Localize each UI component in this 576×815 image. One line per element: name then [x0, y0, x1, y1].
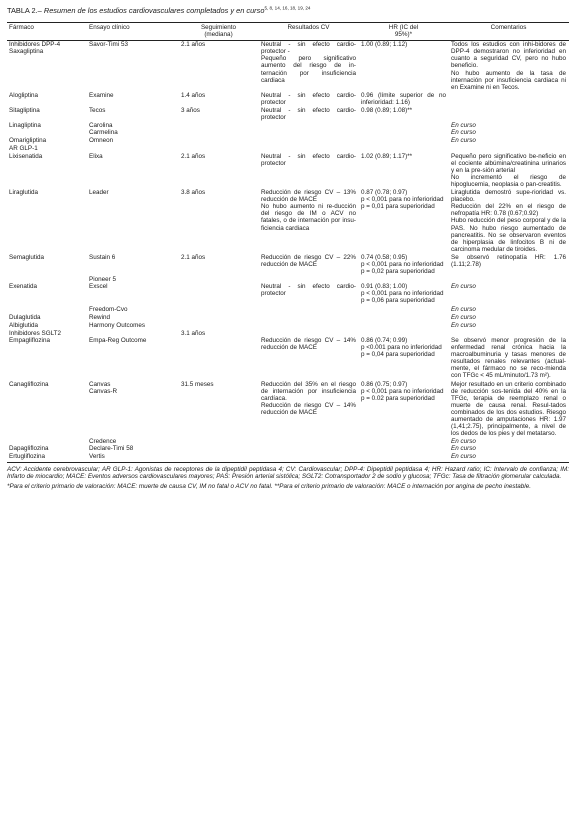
- cell-ensayo: [87, 330, 179, 381]
- cell-ensayo-line: Elixa: [89, 152, 103, 160]
- table-row: [7, 306, 569, 314]
- header-resultados: Resultados CV: [259, 23, 359, 41]
- cell-hr-line: 0.98 (0.89; 1.08)**: [361, 107, 413, 115]
- cell-resultados: [259, 137, 359, 152]
- cell-ensayo-line: Savor-Timi 53: [89, 41, 128, 49]
- cell-resultados: [259, 92, 359, 107]
- cell-farmaco: [7, 122, 87, 137]
- cell-hr-line: p = 0,04 para superioridad: [361, 351, 435, 359]
- cell-farmaco: [7, 153, 87, 189]
- cell-ensayo-line: Sustain 6: [89, 253, 116, 261]
- cell-hr-line: 0.86 (0.74; 0.99): [361, 336, 408, 344]
- cell-hr-line: p < 0,001 para no inferioridad: [361, 261, 444, 268]
- cell-ensayo-line: Examine: [89, 91, 114, 99]
- cell-comentarios: [449, 137, 569, 152]
- cell-resultados: [259, 107, 359, 122]
- cell-comentarios-line: En curso: [451, 305, 476, 313]
- cell-resultados: [259, 381, 359, 439]
- cell-ensayo-line: Omneon: [89, 137, 114, 145]
- cell-ensayo: [87, 137, 179, 152]
- table-row: [7, 314, 569, 322]
- header-hr-line2: 95%)*: [394, 31, 413, 39]
- cell-resultados: [259, 314, 359, 322]
- table-body: [7, 41, 569, 462]
- cell-hr: [359, 453, 449, 462]
- cell-seguimiento-value: 3 años: [181, 107, 200, 115]
- cell-ensayo-line: Canvas-R: [89, 387, 117, 395]
- cell-seguimiento-value: [181, 453, 256, 460]
- cell-hr-line: p = 0,02 para superioridad: [361, 268, 435, 276]
- abbreviations-note: ACV: Accidente cerebrovascular; AR GLP-1: Agonistas de receptores de la dipeptidil peptidasa 4; CV: Cardiovascular; DPP-4: Dipeptidil peptidasa 4; HR: Hazard ratio; IC: Intervalo de confianza; IM: Infarto de miocardio; MACE: Eventos adversos cardiovasculares mayores; PAS: Presión arterial sistólica; SGLT2: Cotransportador 2 de sodio y glucosa; TFGc: Tasa de filtración glomerular calculada.: [7, 465, 569, 480]
- cell-comentarios: [449, 276, 569, 305]
- cell-ensayo-line: Exscel: [89, 283, 108, 291]
- cell-comentarios: [449, 438, 569, 453]
- cell-hr-line: p = 0,06 para superioridad: [361, 297, 435, 305]
- cell-comentarios: [449, 381, 569, 439]
- cell-seguimiento: [179, 381, 259, 439]
- cell-ensayo: [87, 189, 179, 254]
- cell-hr-line: p = 0.02 para superioridad: [361, 394, 435, 402]
- cell-ensayo: [87, 153, 179, 189]
- studies-table: [7, 22, 569, 463]
- cell-seguimiento: [179, 137, 259, 152]
- cell-ensayo: [87, 314, 179, 322]
- header-seguimiento: [179, 23, 259, 41]
- table-row: [7, 322, 569, 330]
- header-farmaco: Fármaco: [7, 23, 87, 41]
- cell-resultados: [259, 330, 359, 381]
- cell-farmaco-line: Exenatida: [9, 283, 38, 291]
- cell-comentarios-line: Todos los estudios con inhi-bidores de DPP-4 demostraron no inferioridad en cuanto a seguridad CV, pero no hubo beneficio.: [451, 41, 566, 70]
- cell-farmaco-line: Ertugliflozina: [9, 453, 46, 461]
- cell-hr-line: p = 0,01 para superioridad: [361, 203, 435, 211]
- cell-farmaco: [7, 41, 87, 92]
- cell-resultados: [259, 453, 359, 462]
- table-page: [7, 6, 569, 490]
- footnote: *Para el criterio primario de valoración: MACE: muerte de causa CV, IM no fatal o ACV no fatal. **Para el criterio primario de valoración: MACE o internación por angina de pecho inestable.: [7, 483, 531, 491]
- cell-ensayo-line: Freedom-Cvo: [89, 305, 128, 313]
- cell-ensayo: [87, 41, 179, 92]
- cell-ensayo-line: Rewind: [89, 313, 110, 321]
- cell-farmaco: [7, 330, 87, 381]
- cell-hr-line: 0.96 (límite superior de no inferioridad: 1.16): [361, 91, 446, 106]
- table-title-refs: 5, 8, 14, 16, 18, 19, 24: [264, 5, 311, 11]
- cell-ensayo-line: Vertis: [89, 453, 105, 461]
- cell-farmaco-line: Dapagliflozina: [9, 445, 49, 453]
- cell-comentarios: [449, 453, 569, 462]
- cell-comentarios-line: [451, 276, 566, 283]
- cell-seguimiento: [179, 314, 259, 322]
- cell-hr: [359, 314, 449, 322]
- table-row: [7, 122, 569, 137]
- table-row: [7, 92, 569, 107]
- cell-seguimiento: [179, 276, 259, 305]
- cell-resultados-line: Reducción de riesgo CV – 13% reducción de MACE: [261, 189, 356, 204]
- table-title-text: Resumen de los estudios cardiovasculares completados y en curso: [41, 6, 265, 15]
- table-header-row: [7, 23, 569, 41]
- cell-resultados-line: Neutral - sin efecto cardio-protector: [261, 91, 356, 106]
- cell-farmaco: [7, 276, 87, 305]
- cell-farmaco-line: Canagliflozina: [9, 380, 49, 388]
- cell-resultados: [259, 122, 359, 137]
- table-row: [7, 381, 569, 439]
- cell-comentarios-line: En curso: [451, 321, 476, 329]
- cell-hr: [359, 189, 449, 254]
- cell-resultados: [259, 153, 359, 189]
- cell-hr: [359, 41, 449, 92]
- cell-resultados: [259, 322, 359, 330]
- table-row: [7, 153, 569, 189]
- cell-resultados: [259, 276, 359, 305]
- cell-farmaco-line: Albiglutida: [9, 321, 39, 329]
- cell-comentarios-line: [451, 330, 566, 337]
- cell-resultados-line: Pequeño pero significativo aumento del riesgo de in-ternación por insuficiencia cardiaca: [261, 55, 356, 84]
- header-comentarios: Comentarios: [449, 23, 569, 41]
- cell-hr: [359, 330, 449, 381]
- cell-ensayo: [87, 381, 179, 439]
- cell-farmaco-line: Sitagliptina: [9, 107, 40, 115]
- cell-resultados-line: Reducción de riesgo CV – 14% reducción de MACE: [261, 401, 356, 416]
- cell-ensayo: [87, 306, 179, 314]
- cell-hr-line: 0.91 (0.83; 1.00): [361, 283, 408, 291]
- cell-resultados-line: Neutral - sin efecto cardio-protector: [261, 152, 356, 167]
- cell-comentarios-line: Se observó retinopatía HR: 1.76 (1.11;2.78): [451, 253, 566, 268]
- cell-farmaco-line: [9, 438, 84, 445]
- cell-resultados: [259, 438, 359, 453]
- cell-seguimiento-value: [181, 314, 256, 321]
- cell-hr: [359, 107, 449, 122]
- cell-hr-line: p <0.001 para no inferioridad: [361, 344, 442, 352]
- cell-hr: [359, 153, 449, 189]
- cell-seguimiento: [179, 453, 259, 462]
- table-notes: [7, 466, 569, 491]
- cell-farmaco-line: Saxagliptina: [9, 48, 44, 56]
- cell-resultados-line: Neutral - sin efecto cardio-protector -: [261, 41, 356, 56]
- cell-resultados: [259, 189, 359, 254]
- header-hr-line1: HR (IC del: [388, 24, 419, 31]
- cell-farmaco: [7, 137, 87, 152]
- cell-ensayo-line: Empa-Reg Outcome: [89, 336, 147, 344]
- cell-ensayo-line: Leader: [89, 189, 109, 197]
- table-row: [7, 453, 569, 462]
- cell-farmaco: [7, 92, 87, 107]
- cell-farmaco: [7, 381, 87, 439]
- cell-hr: [359, 381, 449, 439]
- cell-ensayo: [87, 438, 179, 453]
- cell-seguimiento: [179, 438, 259, 453]
- cell-resultados-line: Neutral - sin efecto cardio-protector: [261, 283, 356, 298]
- cell-hr: [359, 137, 449, 152]
- cell-resultados: [259, 41, 359, 92]
- cell-farmaco-line: Omarigliptina: [9, 137, 47, 145]
- cell-farmaco: [7, 438, 87, 453]
- cell-farmaco-line: AR GLP-1: [9, 144, 38, 152]
- cell-comentarios-line: En curso: [451, 137, 476, 145]
- cell-farmaco: [7, 314, 87, 322]
- cell-comentarios: [449, 314, 569, 322]
- cell-comentarios: [449, 306, 569, 314]
- cell-seguimiento-value: 31.5 meses: [181, 380, 214, 388]
- cell-seguimiento: [179, 41, 259, 92]
- cell-comentarios-line: Mejor resultado en un criterio combinado de reducción sos-tenida del 40% en la TFGc, terapia de reemplazo renal o muerte de causa renal. Resul-tados combinados de los dos estudios. Riesgo aumentado de amputaciones HR: 1.97 (1,41;2.75), principalmente, a nivel de los dedos de los pies y del metatarso.: [451, 380, 566, 438]
- cell-seguimiento-value: 2.1 años: [181, 41, 206, 49]
- cell-seguimiento: [179, 107, 259, 122]
- cell-comentarios: [449, 189, 569, 254]
- cell-comentarios-line: En curso: [451, 129, 476, 137]
- cell-resultados-line: [261, 276, 356, 283]
- cell-ensayo-line: Harmony Outcomes: [89, 321, 145, 329]
- cell-farmaco: [7, 107, 87, 122]
- cell-comentarios: [449, 254, 569, 276]
- table-row: [7, 330, 569, 381]
- table-row: [7, 276, 569, 305]
- cell-hr-line: p < 0,001 para no inferioridad: [361, 196, 444, 204]
- cell-hr-line: 0.74 (0.58; 0.95): [361, 253, 408, 261]
- cell-comentarios-line: En curso: [451, 283, 476, 291]
- cell-seguimiento: [179, 330, 259, 381]
- cell-seguimiento-value: [181, 137, 256, 144]
- cell-ensayo: [87, 322, 179, 330]
- cell-seguimiento-value: [181, 306, 256, 313]
- cell-comentarios-line: Se observó menor progresión de la enfermedad renal crónica hacia la macroalbuminuria y tasas menores de resultados renales relevantes (actual-mente, el fármaco no se reco-mienda con TFGc < 45 mL/minuto/1.73 m²).: [451, 336, 566, 380]
- cell-seguimiento: [179, 254, 259, 276]
- cell-ensayo: [87, 254, 179, 276]
- cell-comentarios-line: Liraglutida demostró supe-rioridad vs. placebo.: [451, 189, 566, 204]
- cell-seguimiento-value: 2.1 años: [181, 253, 206, 261]
- cell-seguimiento: [179, 189, 259, 254]
- cell-ensayo: [87, 107, 179, 122]
- cell-seguimiento-value: [181, 322, 256, 329]
- cell-ensayo-line: Pioneer 5: [89, 276, 116, 284]
- cell-resultados-line: [261, 330, 356, 337]
- cell-seguimiento: [179, 122, 259, 137]
- cell-resultados-line: No hubo aumento ni re-ducción del riesgo de IM o ACV no fatales, o de internación por insu-ficiencia cardiaca: [261, 203, 356, 232]
- cell-seguimiento: [179, 153, 259, 189]
- cell-ensayo: [87, 92, 179, 107]
- cell-ensayo-line: Carolina: [89, 122, 113, 130]
- header-seguimiento-line1: Seguimiento: [200, 24, 236, 31]
- table-row: [7, 107, 569, 122]
- cell-comentarios: [449, 107, 569, 122]
- cell-farmaco-line: [9, 276, 84, 283]
- cell-hr: [359, 122, 449, 137]
- cell-comentarios: [449, 122, 569, 137]
- cell-farmaco-line: Dulaglutida: [9, 313, 41, 321]
- cell-ensayo-line: Canvas: [89, 380, 111, 388]
- cell-seguimiento-value: 3.8 años: [181, 189, 206, 197]
- cell-comentarios-line: En curso: [451, 122, 476, 130]
- cell-resultados-line: Neutral - sin efecto cardio-protector: [261, 107, 356, 122]
- cell-farmaco-line: Semaglutida: [9, 253, 45, 261]
- cell-hr-line: p < 0,001 para no inferioridad: [361, 290, 444, 298]
- cell-hr: [359, 306, 449, 314]
- cell-comentarios-line: En curso: [451, 313, 476, 321]
- cell-farmaco-line: Inhibidores SGLT2: [9, 329, 62, 337]
- cell-comentarios: [449, 322, 569, 330]
- cell-comentarios-line: En curso: [451, 438, 476, 446]
- cell-comentarios-line: Pequeño pero significativo be-neficio en el cociente albúmina/creatinina urinarios y en la pre-sión arterial: [451, 152, 566, 174]
- cell-hr-line: p < 0,001 para no inferioridad: [361, 387, 444, 395]
- cell-comentarios-line: En curso: [451, 445, 476, 453]
- cell-farmaco-line: [9, 306, 84, 313]
- cell-resultados-line: Reducción del 35% en el riesgo de internación por insuficiencia cardíaca.: [261, 380, 356, 402]
- cell-hr-line: 1.00 (0.89; 1.12): [361, 41, 408, 49]
- cell-resultados-line: Reducción de riesgo CV – 14% reducción de MACE: [261, 336, 356, 352]
- cell-farmaco-line: Inhibidores DPP-4: [9, 41, 61, 49]
- table-title: [7, 6, 569, 15]
- table-row: [7, 189, 569, 254]
- cell-farmaco: [7, 453, 87, 462]
- cell-resultados-line: Reducción de riesgo CV – 22% reducción de MACE: [261, 253, 356, 268]
- cell-comentarios-line: Hubo reducción del peso corporal y de la PAS. No hubo riesgo aumentado de pancreatitis. No se observaron eventos de hiperplasia de linfocitos B ni de carcinoma medular de tiroides.: [451, 217, 566, 253]
- header-hr: [359, 23, 449, 41]
- cell-hr: [359, 92, 449, 107]
- header-seguimiento-line2: (mediana): [204, 31, 233, 39]
- cell-farmaco-line: Linagliptina: [9, 122, 41, 130]
- cell-ensayo-line: Credence: [89, 438, 117, 446]
- cell-hr: [359, 276, 449, 305]
- cell-seguimiento-value: [181, 276, 256, 283]
- cell-resultados: [259, 254, 359, 276]
- cell-comentarios: [449, 153, 569, 189]
- cell-seguimiento: [179, 306, 259, 314]
- cell-farmaco: [7, 306, 87, 314]
- cell-resultados: [259, 306, 359, 314]
- cell-hr-line: 0.86 (0.75; 0.97): [361, 380, 408, 388]
- cell-comentarios-line: Reducción del 22% en el riesgo de nefropatía HR: 0.78 (0.67;0.92): [451, 203, 566, 218]
- cell-comentarios: [449, 41, 569, 92]
- cell-ensayo-line: [89, 330, 176, 337]
- cell-ensayo: [87, 453, 179, 462]
- cell-hr-line: 0.87 (0.78; 0.97): [361, 189, 408, 197]
- table-row: [7, 438, 569, 453]
- cell-seguimiento: [179, 322, 259, 330]
- cell-comentarios: [449, 330, 569, 381]
- cell-seguimiento-value: 2.1 años: [181, 152, 206, 160]
- cell-hr: [359, 438, 449, 453]
- cell-hr-line: [361, 330, 446, 337]
- cell-hr-line: [361, 276, 446, 283]
- cell-ensayo-line: Tecos: [89, 107, 106, 115]
- table-row: [7, 137, 569, 152]
- cell-ensayo: [87, 276, 179, 305]
- cell-hr: [359, 254, 449, 276]
- cell-seguimiento-value: 1.4 años: [181, 91, 206, 99]
- cell-farmaco: [7, 322, 87, 330]
- header-ensayo: Ensayo clínico: [87, 23, 179, 41]
- cell-seguimiento-value: [181, 438, 256, 445]
- cell-seguimiento: [179, 92, 259, 107]
- cell-comentarios-line: No incrementó el riesgo de hipoglucemia, neoplasia o pan-creatitis.: [451, 173, 566, 188]
- cell-farmaco: [7, 254, 87, 276]
- cell-hr-line: 1.02 (0.89; 1.17)**: [361, 152, 413, 160]
- cell-seguimiento-value: [181, 122, 256, 129]
- cell-ensayo: [87, 122, 179, 137]
- cell-hr: [359, 322, 449, 330]
- cell-farmaco-line: Empagliflozina: [9, 336, 50, 344]
- cell-ensayo-line: Declare-Timi 58: [89, 445, 134, 453]
- cell-farmaco-line: Lixisenatida: [9, 152, 43, 160]
- cell-comentarios-line: En curso: [451, 453, 476, 461]
- table-row: [7, 41, 569, 92]
- cell-farmaco: [7, 189, 87, 254]
- cell-farmaco-line: Alogliptina: [9, 91, 39, 99]
- cell-comentarios: [449, 92, 569, 107]
- table-row: [7, 254, 569, 276]
- table-title-lead: TABLA 2.–: [7, 6, 42, 15]
- cell-comentarios-line: No hubo aumento de la tasa de internación por insuficiencia cardiaca ni en Examine ni en Tecos.: [451, 69, 566, 91]
- cell-seguimiento-value: 3.1 años: [181, 329, 206, 337]
- cell-farmaco-line: Liraglutida: [9, 189, 39, 197]
- cell-ensayo-line: Carmelina: [89, 129, 118, 137]
